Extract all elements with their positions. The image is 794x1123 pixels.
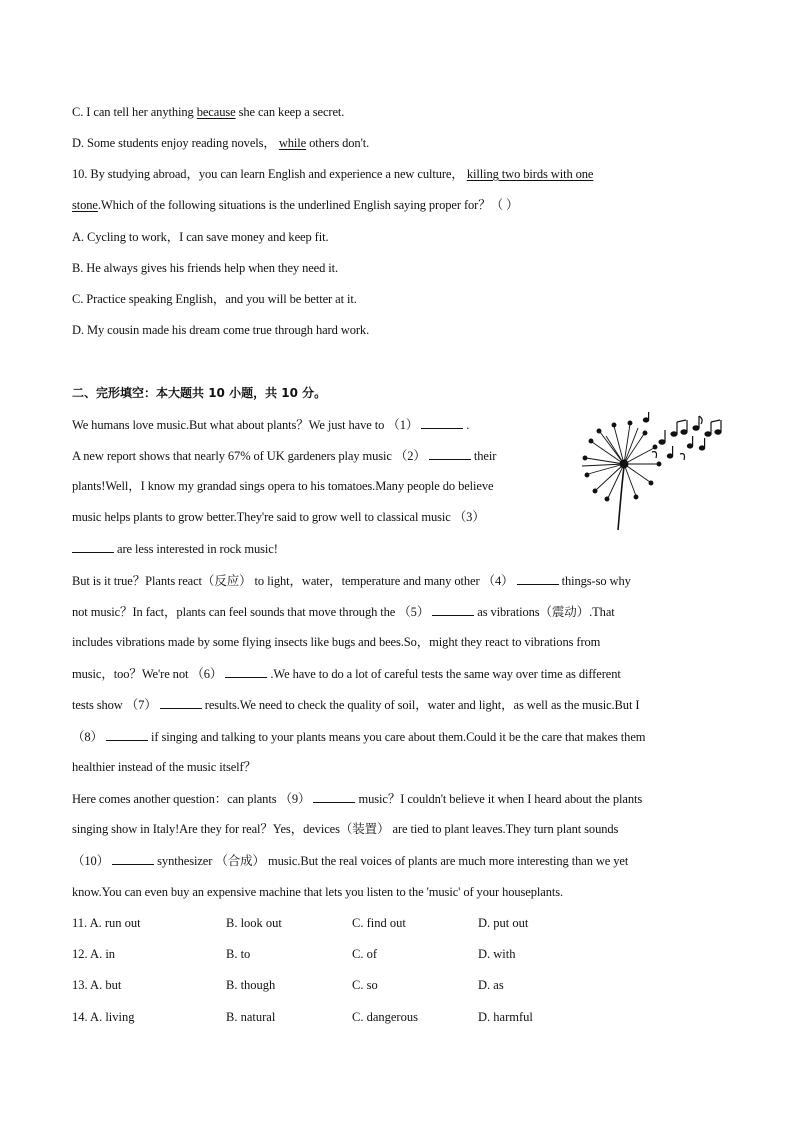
passage-line: music helps plants to grow better.They're said to grow well to classical music （3） [72, 510, 485, 524]
blank-2[interactable] [429, 447, 471, 460]
passage-line [72, 852, 628, 869]
option-c[interactable]: C. so [352, 978, 378, 992]
option-text: C. I can tell her anything [72, 105, 197, 119]
passage-line [72, 447, 496, 464]
option-10c: C. Practice speaking English，and you will be better at it. [72, 292, 357, 306]
passage-line: plants!Well，I know my grandad sings opera to his tomatoes.Many people do believe [72, 479, 494, 493]
section-heading [72, 385, 326, 401]
passage-text: （10） [72, 854, 113, 868]
passage-text: not music？In fact，plants can feel sounds that move through the （5） [72, 605, 433, 619]
underlined-saying: stone [72, 198, 98, 212]
underlined-saying: killing two birds with one [466, 167, 594, 181]
passage-line: includes vibrations made by some flying insects like bugs and bees.So，might they react to vibrations from [72, 635, 601, 649]
blank-1[interactable] [421, 416, 463, 429]
passage-text: as vibrations（震动）.That [474, 605, 615, 619]
option-c[interactable]: C. find out [352, 916, 406, 930]
passage-text: But is it true？Plants react（反应） to light，water，temperature and many other （4） [72, 574, 517, 588]
option-10b: B. He always gives his friends help when they need it. [72, 261, 339, 275]
blank-3[interactable] [72, 540, 114, 553]
option-c[interactable]: C. dangerous [352, 1010, 418, 1024]
passage-text: （8） [72, 730, 106, 744]
passage-text: are less interested in rock music! [114, 542, 278, 556]
question-10-line-1 [72, 166, 593, 182]
passage-text: their [470, 449, 497, 463]
passage-line [72, 728, 645, 745]
option-c[interactable]: C. of [352, 947, 377, 961]
blank-6[interactable] [225, 665, 267, 678]
option-text: others don't. [306, 136, 370, 150]
option-10a: A. Cycling to work，I can save money and keep fit. [72, 230, 329, 244]
option-d[interactable]: D. put out [478, 916, 529, 930]
passage-line [72, 540, 278, 557]
passage-line: healthier instead of the music itself？ [72, 760, 256, 774]
passage-line: singing show in Italy!Are they for real？Yes，devices（装置） are tied to plant leaves.They turn plant sounds [72, 822, 619, 836]
blank-7[interactable] [160, 696, 202, 709]
heading-count: 10 [208, 386, 225, 400]
underlined-word: because [196, 105, 236, 119]
blank-4[interactable] [517, 572, 559, 585]
underlined-word: while [278, 136, 307, 150]
heading-score: 10 [281, 386, 298, 400]
passage-text: music，too？We're not （6） [72, 667, 226, 681]
option-a[interactable]: 12. A. in [72, 947, 116, 961]
option-a[interactable]: 14. A. living [72, 1010, 135, 1024]
passage-text: . [463, 418, 470, 432]
passage-text: if singing and talking to your plants means you care about them.Could it be the care that makes them [147, 730, 646, 744]
passage-line [72, 416, 469, 433]
option-9c [72, 104, 344, 120]
option-a[interactable]: 11. A. run out [72, 916, 141, 930]
passage-line [72, 572, 631, 589]
passage-line [72, 603, 615, 620]
passage-text: Here comes another question：can plants （9） [72, 792, 314, 806]
option-a[interactable]: 13. A. but [72, 978, 122, 992]
passage-text: results.We need to check the quality of soil，water and light，as well as the music.But I [201, 698, 640, 712]
option-b[interactable]: B. natural [226, 1010, 276, 1024]
passage-line [72, 665, 621, 682]
blank-10[interactable] [112, 852, 154, 865]
passage-text: tests show （7） [72, 698, 160, 712]
passage-text: We humans love music.But what about plants？We just have to （1） [72, 418, 422, 432]
option-b[interactable]: B. to [226, 947, 251, 961]
passage-text: synthesizer （合成） music.But the real voices of plants are much more interesting than we yet [154, 854, 629, 868]
question-text: .Which of the following situations is the underlined English saying proper for？（ ） [97, 198, 519, 212]
blank-8[interactable] [106, 728, 148, 741]
dandelion-music-illustration [578, 412, 728, 534]
option-b[interactable]: B. look out [226, 916, 282, 930]
option-10d: D. My cousin made his dream come true through hard work. [72, 323, 370, 337]
passage-text: A new report shows that nearly 67% of UK gardeners play music （2） [72, 449, 429, 463]
heading-text: 二、完形填空：本大题共 [72, 386, 209, 400]
option-text: she can keep a secret. [235, 105, 345, 119]
passage-line [72, 790, 642, 807]
option-9d [72, 135, 369, 151]
passage-text: things-so why [558, 574, 631, 588]
passage-line [72, 696, 639, 713]
option-d[interactable]: D. with [478, 947, 516, 961]
question-10-line-2 [72, 197, 518, 213]
heading-text: 分。 [297, 386, 327, 400]
option-b[interactable]: B. though [226, 978, 276, 992]
blank-5[interactable] [432, 603, 474, 616]
question-text: 10. By studying abroad，you can learn English and experience a new culture， [72, 167, 467, 181]
option-d[interactable]: D. harmful [478, 1010, 533, 1024]
blank-9[interactable] [313, 790, 355, 803]
passage-text: music？I couldn't believe it when I heard about the plants [355, 792, 643, 806]
passage-text: .We have to do a lot of careful tests the same way over time as different [267, 667, 621, 681]
passage-line: know.You can even buy an expensive machine that lets you listen to the 'music' of your houseplants. [72, 885, 564, 899]
heading-text: 小题，共 [224, 386, 282, 400]
option-d[interactable]: D. as [478, 978, 504, 992]
option-text: D. Some students enjoy reading novels， [72, 136, 279, 150]
